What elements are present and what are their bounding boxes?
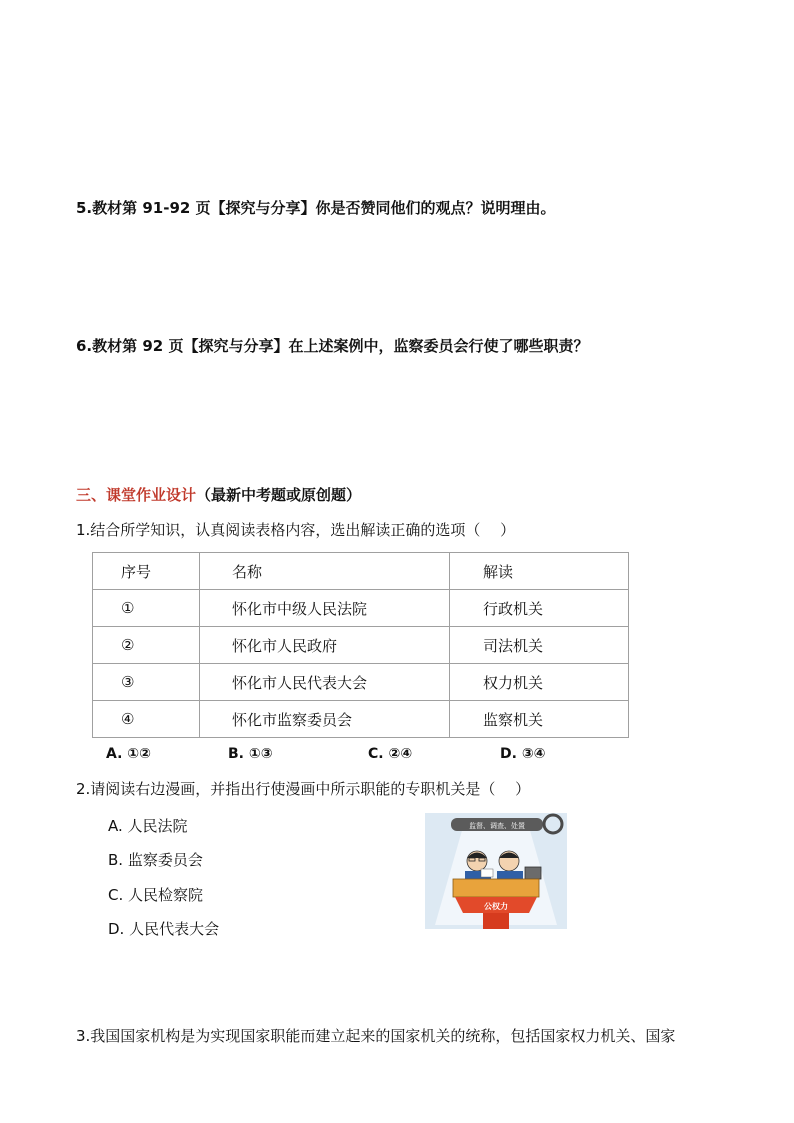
document-icon <box>481 869 493 877</box>
table-header-row <box>93 553 629 590</box>
desk <box>453 879 539 897</box>
choice-b: B. 监察委员会 <box>108 851 203 869</box>
question-5: 5.教材第 91-92 页【探究与分享】你是否赞同他们的观点？说明理由。 <box>76 199 556 217</box>
section-title: 三、课堂作业设计 <box>76 486 197 504</box>
question-3: 3.我国国家机构是为实现国家职能而建立起来的国家机关的统称，包括国家权力机关、国家 <box>76 1027 676 1045</box>
header-cell: 解读 <box>450 553 629 590</box>
table-row <box>93 627 629 664</box>
cartoon-illustration <box>425 813 567 929</box>
table-cell: 监察机关 <box>450 701 629 738</box>
option-c: C. ②④ <box>368 746 413 762</box>
table-cell: 怀化市人民政府 <box>200 627 450 664</box>
question-1: 1.结合所学知识，认真阅读表格内容，选出解读正确的选项（ ） <box>76 521 516 539</box>
banner-text: 监督、调查、处置 <box>469 822 525 830</box>
table-cell: 怀化市人民代表大会 <box>200 664 450 701</box>
header-cell: 名称 <box>200 553 450 590</box>
podium-label: 公权力 <box>484 902 508 911</box>
choice-d: D. 人民代表大会 <box>108 920 220 938</box>
header-cell: 序号 <box>93 553 200 590</box>
podium-stand <box>483 913 509 929</box>
table-row <box>93 664 629 701</box>
table-cell: 权力机关 <box>450 664 629 701</box>
question-6: 6.教材第 92 页【探究与分享】在上述案例中，监察委员会行使了哪些职责？ <box>76 337 589 355</box>
option-d: D. ③④ <box>500 746 546 762</box>
table-row <box>93 590 629 627</box>
choice-c: C. 人民检察院 <box>108 886 204 904</box>
choice-a: A. 人民法院 <box>108 817 188 835</box>
option-b: B. ①③ <box>228 746 273 762</box>
section-heading <box>76 485 361 505</box>
laptop-icon <box>525 867 541 879</box>
question-2: 2.请阅读右边漫画，并指出行使漫画中所示职能的专职机关是（ ） <box>76 780 531 798</box>
table-cell: 怀化市监察委员会 <box>200 701 450 738</box>
table-cell: ① <box>93 590 200 627</box>
table-cell: 司法机关 <box>450 627 629 664</box>
table-cell: ④ <box>93 701 200 738</box>
section-subtitle: （最新中考题或原创题） <box>196 486 362 504</box>
option-a: A. ①② <box>106 746 151 762</box>
table-cell: 怀化市中级人民法院 <box>200 590 450 627</box>
info-table <box>92 552 629 738</box>
table-cell: 行政机关 <box>450 590 629 627</box>
table-row <box>93 701 629 738</box>
table-cell: ③ <box>93 664 200 701</box>
table-cell: ② <box>93 627 200 664</box>
